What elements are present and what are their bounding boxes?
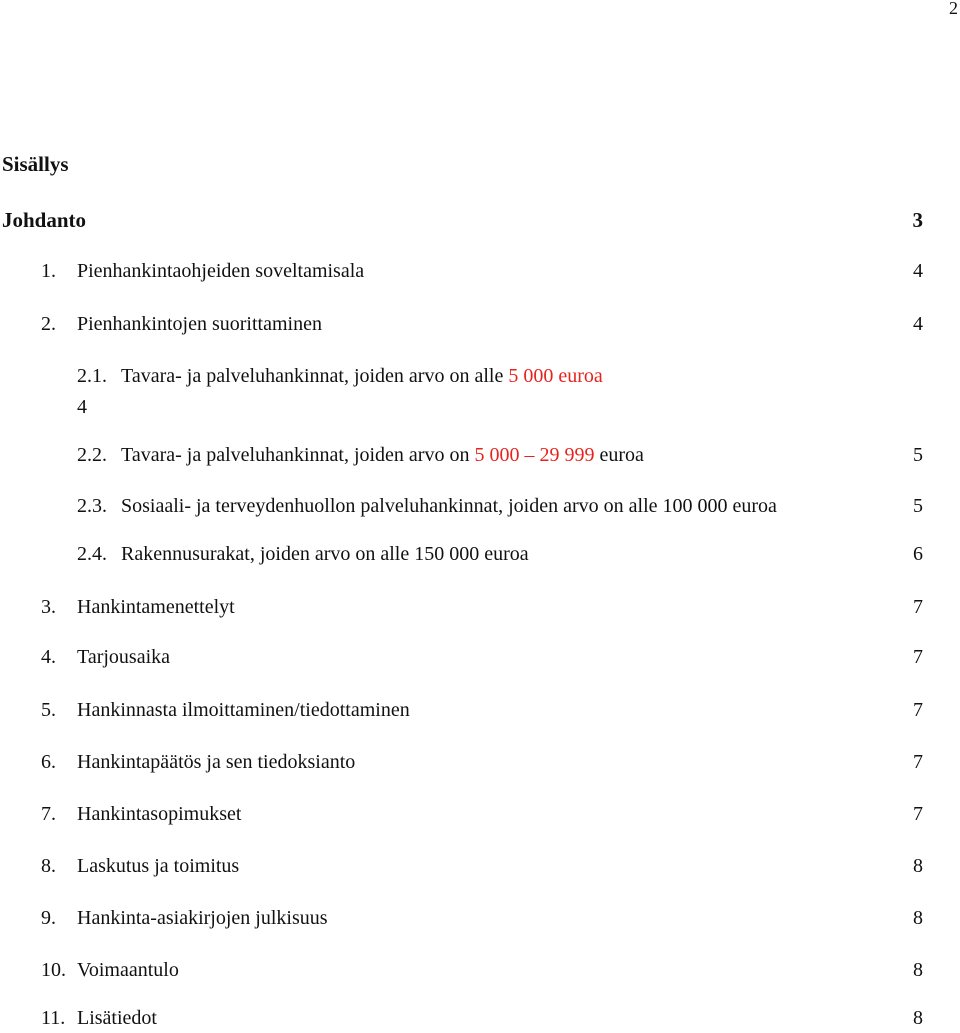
toc-entry-title: Rakennusurakat, joiden arvo on alle 150 000 euroa (121, 543, 529, 565)
toc-entry-page: 8 (913, 907, 923, 929)
toc-heading: Sisällys (2, 152, 69, 176)
toc-entry-number: 6. (41, 751, 56, 773)
toc-entry-page: 7 (913, 646, 923, 668)
toc-entry-title-suffix: euroa (594, 444, 644, 466)
toc-entry-number: 7. (41, 803, 56, 825)
toc-entry-10[interactable] (0, 955, 960, 985)
toc-entry-page: 4 (913, 313, 923, 335)
page-number: 2 (949, 0, 958, 18)
toc-entry-number: 2. (41, 313, 56, 335)
toc-entry-page: 7 (913, 596, 923, 618)
toc-entry-2-2[interactable] (0, 440, 960, 470)
toc-entry-2-4[interactable] (0, 539, 960, 569)
toc-entry-title-highlight: 5 000 euroa (508, 365, 603, 387)
toc-entry-page: 7 (913, 699, 923, 721)
toc-entry-title (121, 361, 603, 391)
toc-entry-page: 3 (912, 208, 923, 232)
toc-entry-9[interactable] (0, 903, 960, 933)
toc-entry-title: Pienhankintaohjeiden soveltamisala (77, 260, 365, 282)
toc-entry-6[interactable] (0, 747, 960, 777)
toc-entry-2-3[interactable] (0, 491, 960, 521)
toc-entry-page: 4 (913, 260, 923, 282)
toc-entry-1[interactable] (0, 256, 960, 286)
toc-entry-page: 8 (913, 855, 923, 877)
toc-entry-3[interactable] (0, 592, 960, 622)
toc-entry-2-1[interactable] (0, 361, 960, 391)
toc-entry-title-text: Tavara- ja palveluhankinnat, joiden arvo on alle (121, 365, 509, 387)
toc-entry-number: 10. (41, 959, 66, 981)
toc-entry-title: Tarjousaika (77, 646, 171, 668)
toc-entry-title: Sosiaali- ja terveydenhuollon palveluhankinnat, joiden arvo on alle 100 000 euroa (121, 495, 777, 517)
toc-entry-4[interactable] (0, 642, 960, 672)
toc-entry-title: Voimaantulo (77, 959, 179, 981)
toc-entry-title-text: Tavara- ja palveluhankinnat, joiden arvo on (121, 444, 475, 466)
toc-entry-page: 5 (913, 495, 923, 517)
toc-entry-7[interactable] (0, 799, 960, 829)
toc-entry-number: 5. (41, 699, 56, 721)
toc-entry-johdanto[interactable] (0, 205, 960, 235)
toc-entry-5[interactable] (0, 695, 960, 725)
toc-entry-title: Hankinta-asiakirjojen julkisuus (77, 907, 328, 929)
toc-entry-number: 4. (41, 646, 56, 668)
toc-entry-number: 2.1. (77, 365, 107, 387)
toc-entry-number: 3. (41, 596, 56, 618)
toc-entry-number: 1. (41, 260, 56, 282)
toc-entry-title: Pienhankintojen suorittaminen (77, 313, 322, 335)
toc-entry-number: 2.3. (77, 495, 107, 517)
toc-entry-number: 8. (41, 855, 56, 877)
toc-entry-number: 2.4. (77, 543, 107, 565)
toc-entry-title-highlight: 5 000 – 29 999 (474, 444, 595, 466)
toc-entry-number: 2.2. (77, 444, 107, 466)
toc-entry-title: Lisätiedot (77, 1007, 157, 1029)
toc-entry-8[interactable] (0, 851, 960, 881)
toc-entry-page: 7 (913, 803, 923, 825)
toc-entry-2[interactable] (0, 309, 960, 339)
toc-entry-title: Laskutus ja toimitus (77, 855, 240, 877)
toc-entry-11[interactable] (0, 1003, 960, 1033)
toc-entry-title: Hankinnasta ilmoittaminen/tiedottaminen (77, 699, 410, 721)
toc-entry-number: 11. (41, 1007, 66, 1029)
toc-entry-page: 8 (913, 959, 923, 981)
toc-entry-title (121, 440, 644, 470)
toc-entry-number: 9. (41, 907, 56, 929)
toc-entry-title: Hankintamenettelyt (77, 596, 235, 618)
toc-entry-page: 6 (913, 543, 923, 565)
toc-entry-title: Hankintasopimukset (77, 803, 242, 825)
toc-entry-page-wrapped: 4 (77, 396, 87, 418)
toc-entry-page: 8 (913, 1007, 923, 1029)
toc-entry-title: Hankintapäätös ja sen tiedoksianto (77, 751, 356, 773)
toc-entry-title: Johdanto (2, 208, 87, 232)
toc-entry-page: 7 (913, 751, 923, 773)
toc-entry-page: 5 (913, 444, 923, 466)
